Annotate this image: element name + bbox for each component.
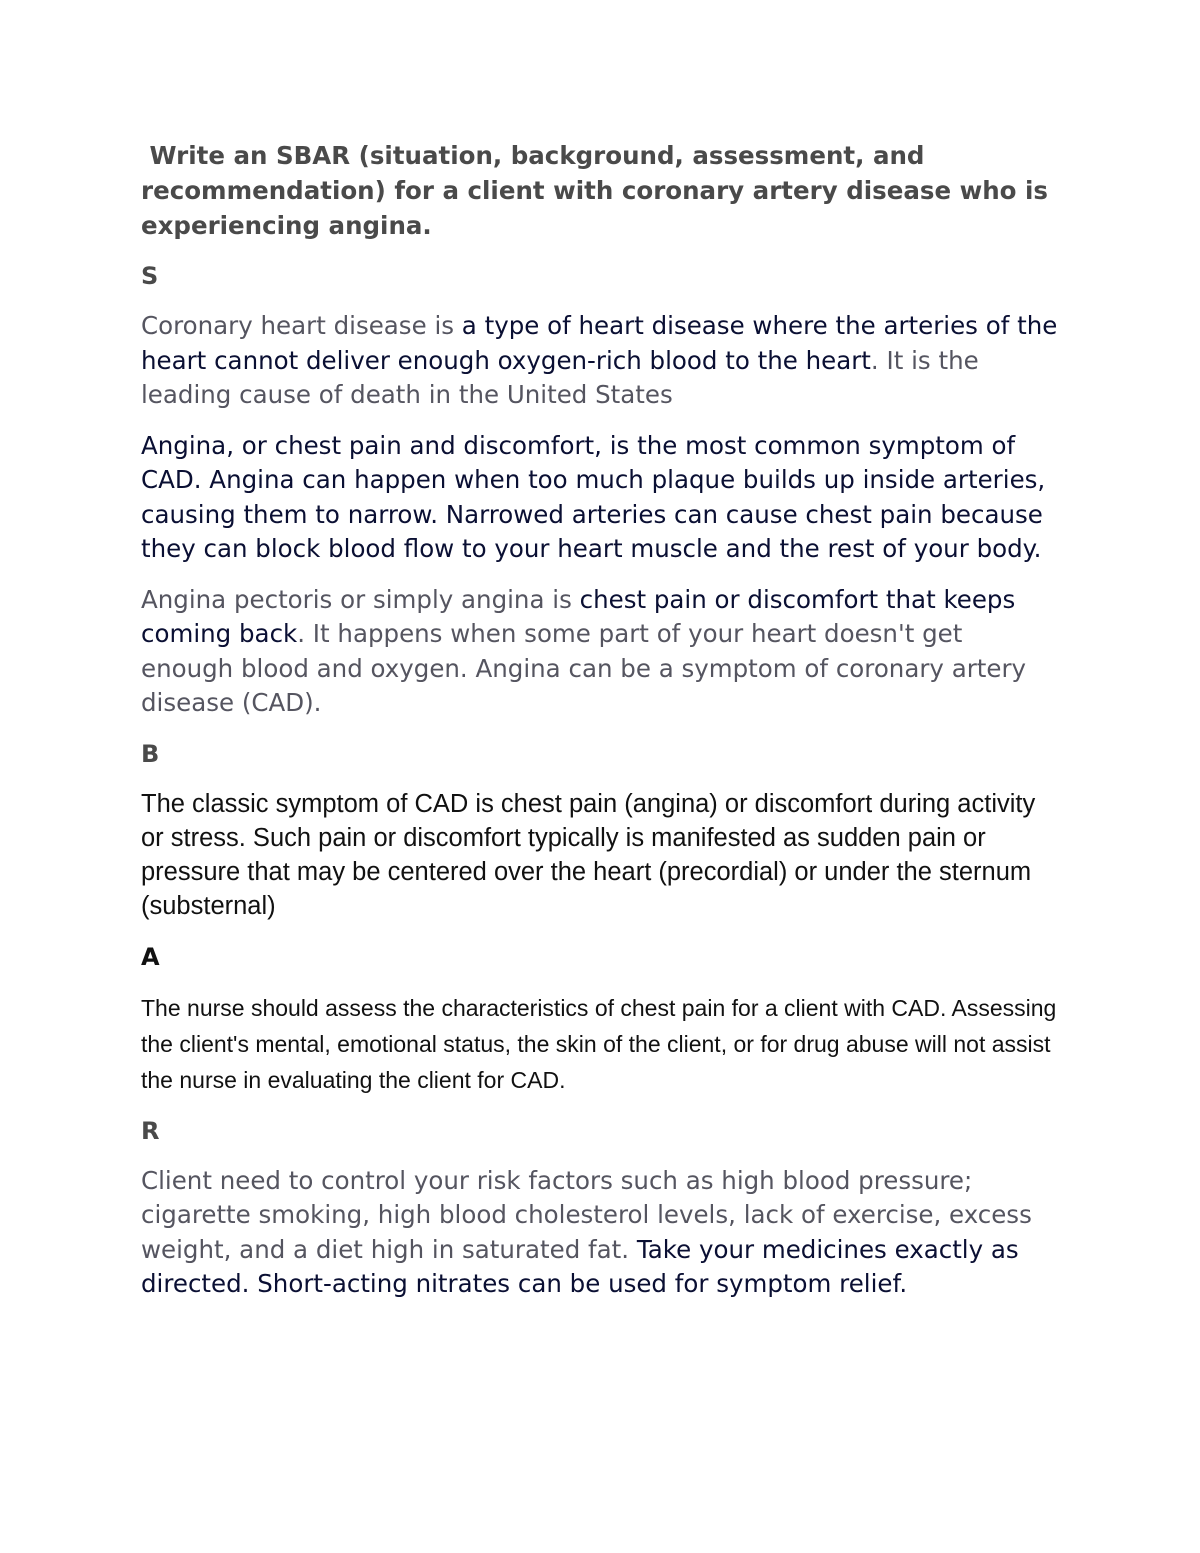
assessment-paragraph: The nurse should assess the characteristics of chest pain for a client with CAD. Assessing the client's mental, emotional status, the skin of the client, or for drug abuse will not assist the nurse in evaluating the client for CAD. xyxy=(141,994,1057,1093)
recommendation-medicines: Take your medicines exactly as directed. Short-acting nitrates can be used for symptom relief. xyxy=(141,1234,1019,1299)
recommendation-paragraph xyxy=(141,1164,1061,1302)
document-title: Write an SBAR (situation, background, assessment, and recommendation) for a client with coronary artery disease who is experiencing angina. xyxy=(141,141,1057,240)
situation-p3-lead: Angina pectoris or simply angina is xyxy=(141,584,580,614)
background-paragraph: The classic symptom of CAD is chest pain (angina) or discomfort during activity or stress. Such pain or discomfort typically is manifested as sudden pain or pressure that may be centered over the heart (precordial) or under the sternum (substernal) xyxy=(141,789,1036,921)
situation-paragraph-3 xyxy=(141,583,1061,721)
situation-p1-highlight: a type of heart disease where the arteries of the heart cannot deliver enough oxygen-rich blood to the heart xyxy=(141,311,1058,375)
section-heading-background: B xyxy=(141,739,160,768)
section-heading-assessment: A xyxy=(141,942,160,971)
situation-p3-highlight: chest pain or discomfort that keeps coming back xyxy=(141,584,1016,648)
situation-p1-lead: Coronary heart disease is xyxy=(141,311,462,340)
situation-p3-tail: . It happens when some part of your heart doesn't get enough blood and oxygen. Angina can be a symptom of coronary artery disease (CAD). xyxy=(141,619,1027,717)
situation-paragraph-1 xyxy=(141,309,1061,413)
section-heading-situation: S xyxy=(141,262,159,290)
section-heading-recommendation: R xyxy=(141,1116,160,1145)
recommendation-risk-factors: Client need to control your risk factors such as high blood pressure; cigarette smoking, high blood cholesterol levels, lack of exercise, excess weight, and a diet high in saturated fat. xyxy=(141,1165,1032,1264)
situation-paragraph-2: Angina, or chest pain and discomfort, is the most common symptom of CAD. Angina can happen when too much plaque builds up inside arteries, causing them to narrow. Narrowed arteries can cause chest pain because they can block blood flow to your heart muscle and the rest of your body. xyxy=(141,430,1046,563)
situation-p1-tail: . It is the leading cause of death in the United States xyxy=(141,345,979,409)
document-body xyxy=(141,138,1061,1318)
